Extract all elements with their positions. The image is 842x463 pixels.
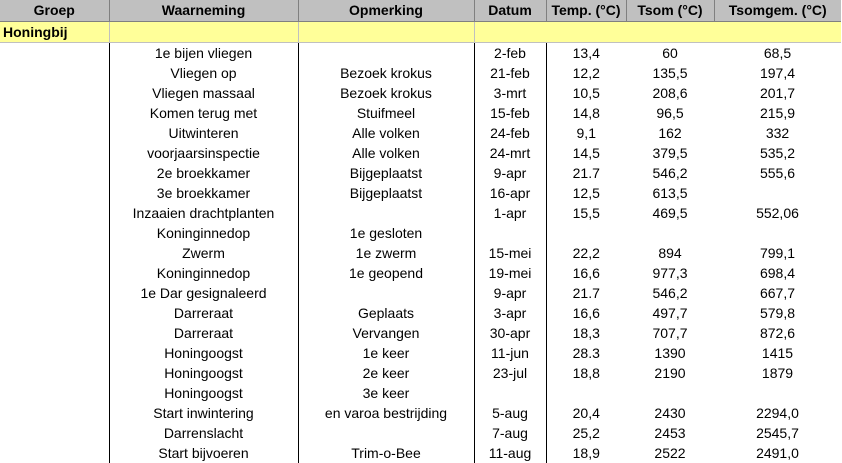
opmerking-cell[interactable]: 1e zwerm [298,243,474,263]
tsom-cell[interactable]: 2190 [626,363,714,383]
header-tsom[interactable]: Tsom (°C) [626,0,714,22]
temp-cell[interactable]: 9,1 [546,123,626,143]
waarneming-cell[interactable]: 1e bijen vliegen [109,43,298,64]
datum-cell[interactable]: 15-mei [474,243,546,263]
header-row [0,0,841,22]
groep-cell[interactable] [0,163,109,183]
waarneming-cell[interactable]: Vliegen massaal [109,83,298,103]
tsomgem-cell[interactable] [714,383,841,403]
datum-cell[interactable]: 9-apr [474,283,546,303]
datum-cell[interactable] [474,383,546,403]
table-row [0,63,841,83]
tsom-cell[interactable]: 546,2 [626,283,714,303]
datum-cell[interactable]: 24-mrt [474,143,546,163]
datum-cell[interactable] [474,223,546,243]
waarneming-cell[interactable]: Koninginnedop [109,223,298,243]
group-row [0,22,841,43]
table-body [0,43,841,463]
groep-cell[interactable] [0,143,109,163]
tsomgem-cell[interactable]: 535,2 [714,143,841,163]
opmerking-cell[interactable]: Alle volken [298,143,474,163]
tsom-cell[interactable]: 2453 [626,423,714,443]
header-temp[interactable]: Temp. (°C) [546,0,626,22]
tsom-cell[interactable]: 96,5 [626,103,714,123]
temp-cell[interactable]: 14,5 [546,143,626,163]
opmerking-cell[interactable]: 1e keer [298,343,474,363]
opmerking-cell[interactable]: 1e gesloten [298,223,474,243]
tsom-cell[interactable]: 469,5 [626,203,714,223]
waarneming-cell[interactable]: Komen terug met [109,103,298,123]
table-row [0,263,841,283]
opmerking-cell[interactable]: Bezoek krokus [298,63,474,83]
table-row [0,123,841,143]
temp-cell[interactable]: 18,9 [546,443,626,463]
table-row [0,283,841,303]
groep-cell[interactable] [0,203,109,223]
tsom-cell[interactable]: 135,5 [626,63,714,83]
temp-cell[interactable]: 16,6 [546,263,626,283]
temp-cell[interactable]: 13,4 [546,43,626,64]
opmerking-cell[interactable]: Vervangen [298,323,474,343]
groep-cell[interactable] [0,83,109,103]
temp-cell[interactable] [546,383,626,403]
temp-cell[interactable]: 15,5 [546,203,626,223]
table-row [0,203,841,223]
table-row [0,223,841,243]
group-cell[interactable] [546,22,626,43]
waarneming-cell[interactable]: Koninginnedop [109,263,298,283]
waarneming-cell[interactable]: Darreraat [109,303,298,323]
opmerking-cell[interactable] [298,203,474,223]
opmerking-cell[interactable]: Bijgeplaatst [298,183,474,203]
opmerking-cell[interactable]: Stuifmeel [298,103,474,123]
header-datum[interactable]: Datum [474,0,546,22]
temp-cell[interactable]: 12,2 [546,63,626,83]
table-row [0,403,841,423]
waarneming-cell[interactable]: Uitwinteren [109,123,298,143]
temp-cell[interactable]: 20,4 [546,403,626,423]
temp-cell[interactable]: 18,3 [546,323,626,343]
tsomgem-cell[interactable]: 1879 [714,363,841,383]
tsomgem-cell[interactable]: 579,8 [714,303,841,323]
temp-cell[interactable]: 18,8 [546,363,626,383]
groep-cell[interactable] [0,443,109,463]
opmerking-cell[interactable]: Bijgeplaatst [298,163,474,183]
table-row [0,163,841,183]
datum-cell[interactable]: 3-apr [474,303,546,323]
temp-cell[interactable]: 14,8 [546,103,626,123]
opmerking-cell[interactable]: Geplaats [298,303,474,323]
tsomgem-cell[interactable]: 68,5 [714,43,841,64]
groep-cell[interactable] [0,243,109,263]
tsom-cell[interactable]: 613,5 [626,183,714,203]
temp-cell[interactable]: 21.7 [546,163,626,183]
datum-cell[interactable]: 23-jul [474,363,546,383]
group-cell[interactable] [298,22,474,43]
opmerking-cell[interactable]: 3e keer [298,383,474,403]
tsom-cell[interactable]: 497,7 [626,303,714,323]
tsomgem-cell[interactable]: 197,4 [714,63,841,83]
opmerking-cell[interactable]: Alle volken [298,123,474,143]
opmerking-cell[interactable]: 2e keer [298,363,474,383]
groep-cell[interactable] [0,383,109,403]
tsomgem-cell[interactable]: 799,1 [714,243,841,263]
table-row [0,43,841,64]
opmerking-cell[interactable] [298,43,474,64]
table-row [0,383,841,403]
temp-cell[interactable]: 16,6 [546,303,626,323]
opmerking-cell[interactable] [298,283,474,303]
waarneming-cell[interactable]: Darreraat [109,323,298,343]
tsomgem-cell[interactable]: 201,7 [714,83,841,103]
tsom-cell[interactable]: 977,3 [626,263,714,283]
waarneming-cell[interactable]: 1e Dar gesignaleerd [109,283,298,303]
groep-cell[interactable] [0,423,109,443]
tsomgem-cell[interactable]: 2545,7 [714,423,841,443]
opmerking-cell[interactable]: 1e geopend [298,263,474,283]
group-cell[interactable] [626,22,714,43]
tsom-cell[interactable]: 707,7 [626,323,714,343]
header-waarneming[interactable]: Waarneming [109,0,298,22]
table-row [0,103,841,123]
group-cell[interactable] [109,22,298,43]
waarneming-cell[interactable]: Zwerm [109,243,298,263]
waarneming-cell[interactable]: Darrenslacht [109,423,298,443]
group-label[interactable]: Honingbij [0,22,109,43]
table-row [0,183,841,203]
table-row [0,303,841,323]
tsom-cell[interactable]: 1390 [626,343,714,363]
tsom-cell[interactable]: 60 [626,43,714,64]
header-opmerking[interactable]: Opmerking [298,0,474,22]
temp-cell[interactable]: 22,2 [546,243,626,263]
datum-cell[interactable]: 11-jun [474,343,546,363]
datum-cell[interactable]: 1-apr [474,203,546,223]
table-row [0,343,841,363]
datum-cell[interactable]: 24-feb [474,123,546,143]
tsomgem-cell[interactable] [714,223,841,243]
groep-cell[interactable] [0,363,109,383]
temp-cell[interactable]: 28.3 [546,343,626,363]
tsom-cell[interactable]: 162 [626,123,714,143]
datum-cell[interactable]: 7-aug [474,423,546,443]
datum-cell[interactable]: 2-feb [474,43,546,64]
waarneming-cell[interactable]: 2e broekkamer [109,163,298,183]
waarneming-cell[interactable]: Inzaaien drachtplanten [109,203,298,223]
groep-cell[interactable] [0,63,109,83]
temp-cell[interactable]: 25,2 [546,423,626,443]
tsom-cell[interactable]: 2522 [626,443,714,463]
opmerking-cell[interactable]: Bezoek krokus [298,83,474,103]
tsom-cell[interactable] [626,223,714,243]
group-cell[interactable] [474,22,546,43]
table-row [0,143,841,163]
tsomgem-cell[interactable]: 1415 [714,343,841,363]
datum-cell[interactable]: 9-apr [474,163,546,183]
tsomgem-cell[interactable]: 698,4 [714,263,841,283]
groep-cell[interactable] [0,223,109,243]
groep-cell[interactable] [0,263,109,283]
datum-cell[interactable]: 16-apr [474,183,546,203]
waarneming-cell[interactable]: Honingoogst [109,343,298,363]
datum-cell[interactable]: 3-mrt [474,83,546,103]
waarneming-cell[interactable]: voorjaarsinspectie [109,143,298,163]
tsomgem-cell[interactable]: 872,6 [714,323,841,343]
datum-cell[interactable]: 15-feb [474,103,546,123]
table-row [0,363,841,383]
tsomgem-cell[interactable]: 555,6 [714,163,841,183]
table-row [0,323,841,343]
temp-cell[interactable]: 21.7 [546,283,626,303]
table-row [0,83,841,103]
groep-cell[interactable] [0,283,109,303]
groep-cell[interactable] [0,123,109,143]
opmerking-cell[interactable]: en varoa bestrijding [298,403,474,423]
tsom-cell[interactable]: 379,5 [626,143,714,163]
waarneming-cell[interactable]: Honingoogst [109,383,298,403]
waarneming-cell[interactable]: Start inwintering [109,403,298,423]
tsom-cell[interactable]: 894 [626,243,714,263]
tsomgem-cell[interactable]: 215,9 [714,103,841,123]
tsomgem-cell[interactable]: 552,06 [714,203,841,223]
waarneming-cell[interactable]: 3e broekkamer [109,183,298,203]
table-row [0,243,841,263]
temp-cell[interactable] [546,223,626,243]
datum-cell[interactable]: 21-feb [474,63,546,83]
tsomgem-cell[interactable]: 667,7 [714,283,841,303]
tsomgem-cell[interactable]: 2491,0 [714,443,841,463]
tsom-cell[interactable]: 208,6 [626,83,714,103]
tsomgem-cell[interactable] [714,183,841,203]
tsom-cell[interactable]: 546,2 [626,163,714,183]
header-groep[interactable]: Groep [0,0,109,22]
tsom-cell[interactable]: 2430 [626,403,714,423]
tsomgem-cell[interactable]: 2294,0 [714,403,841,423]
groep-cell[interactable] [0,323,109,343]
opmerking-cell[interactable]: Trim-o-Bee [298,443,474,463]
opmerking-cell[interactable] [298,423,474,443]
waarneming-cell[interactable]: Vliegen op [109,63,298,83]
header-tsomgem[interactable]: Tsomgem. (°C) [714,0,841,22]
groep-cell[interactable] [0,303,109,323]
groep-cell[interactable] [0,403,109,423]
table-row [0,423,841,443]
groep-cell[interactable] [0,103,109,123]
table-row [0,443,841,463]
temp-cell[interactable]: 10,5 [546,83,626,103]
groep-cell[interactable] [0,343,109,363]
tsom-cell[interactable] [626,383,714,403]
waarneming-cell[interactable]: Honingoogst [109,363,298,383]
waarneming-cell[interactable]: Start bijvoeren [109,443,298,463]
groep-cell[interactable] [0,43,109,64]
datum-cell[interactable]: 11-aug [474,443,546,463]
tsomgem-cell[interactable]: 332 [714,123,841,143]
datum-cell[interactable]: 30-apr [474,323,546,343]
temp-cell[interactable]: 12,5 [546,183,626,203]
datum-cell[interactable]: 19-mei [474,263,546,283]
groep-cell[interactable] [0,183,109,203]
datum-cell[interactable]: 5-aug [474,403,546,423]
group-cell[interactable] [714,22,841,43]
